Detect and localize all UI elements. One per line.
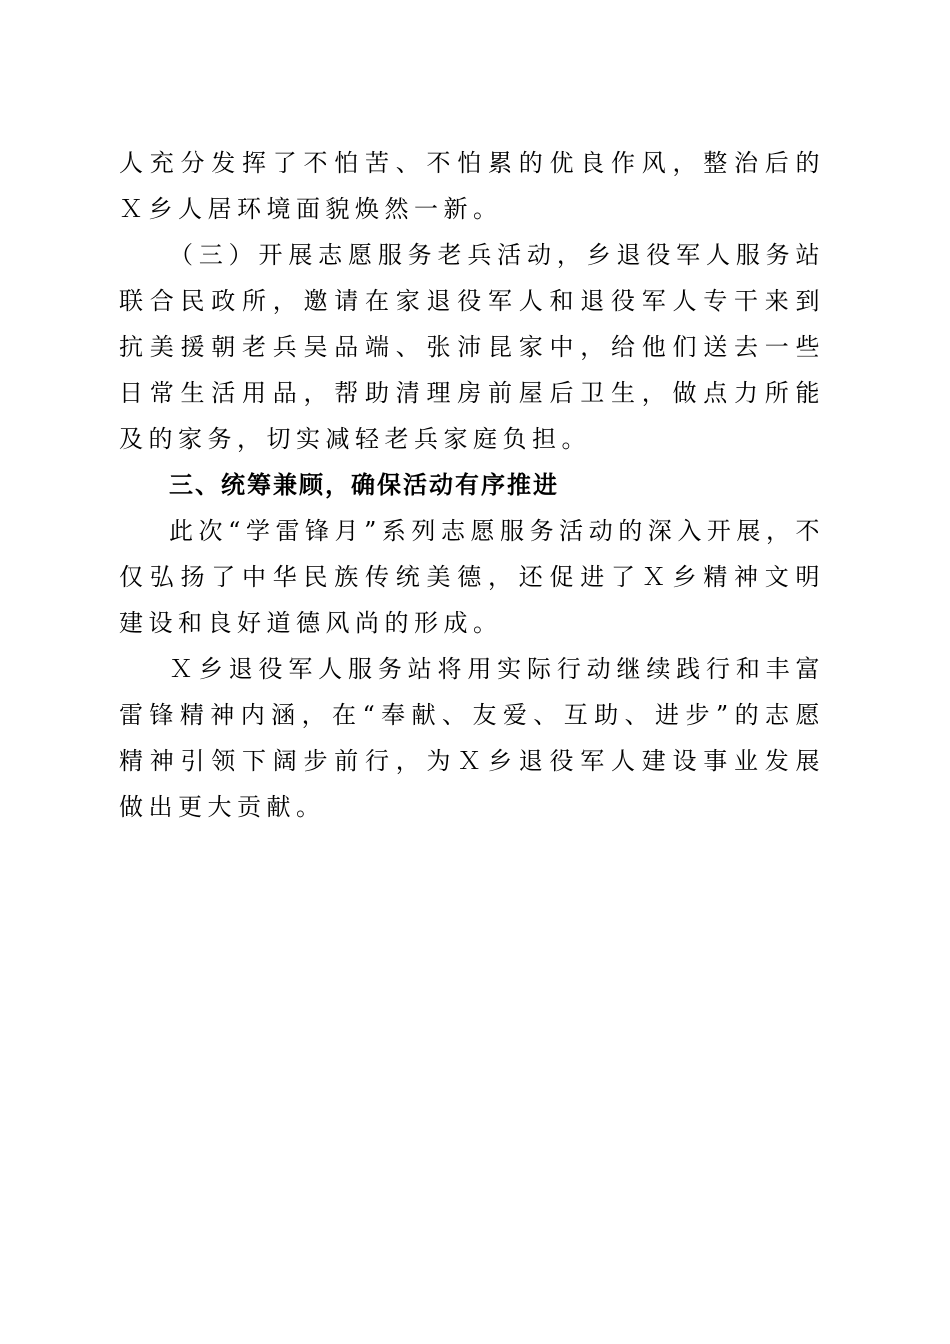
section-heading-3: 三、统筹兼顾，确保活动有序推进 [169,471,559,499]
paragraph-continuation: 人充分发挥了不怕苦、不怕累的优良作风，整治后的Ｘ乡人居环境面貌焕然一新。 [119,149,825,223]
paragraph-veteran-service: （三）开展志愿服务老兵活动，乡退役军人服务站联合民政所，邀请在家退役军人和退役军人专干来到抗美援朝老兵吴品端、张沛昆家中，给他们送去一些日常生活用品，帮助清理房前屋后卫生，做点力所能及的家务，切实减轻老兵家庭负担。 [119,241,825,453]
paragraph-closing: Ｘ乡退役军人服务站将用实际行动继续践行和丰富雷锋精神内涵，在“奉献、友爱、互助、进步”的志愿精神引领下阔步前行，为Ｘ乡退役军人建设事业发展做出更大贡献。 [119,655,825,821]
document-body [119,140,825,830]
paragraph-activity-summary: 此次“学雷锋月”系列志愿服务活动的深入开展，不仅弘扬了中华民族传统美德，还促进了Ｘ乡精神文明建设和良好道德风尚的形成。 [119,517,825,637]
